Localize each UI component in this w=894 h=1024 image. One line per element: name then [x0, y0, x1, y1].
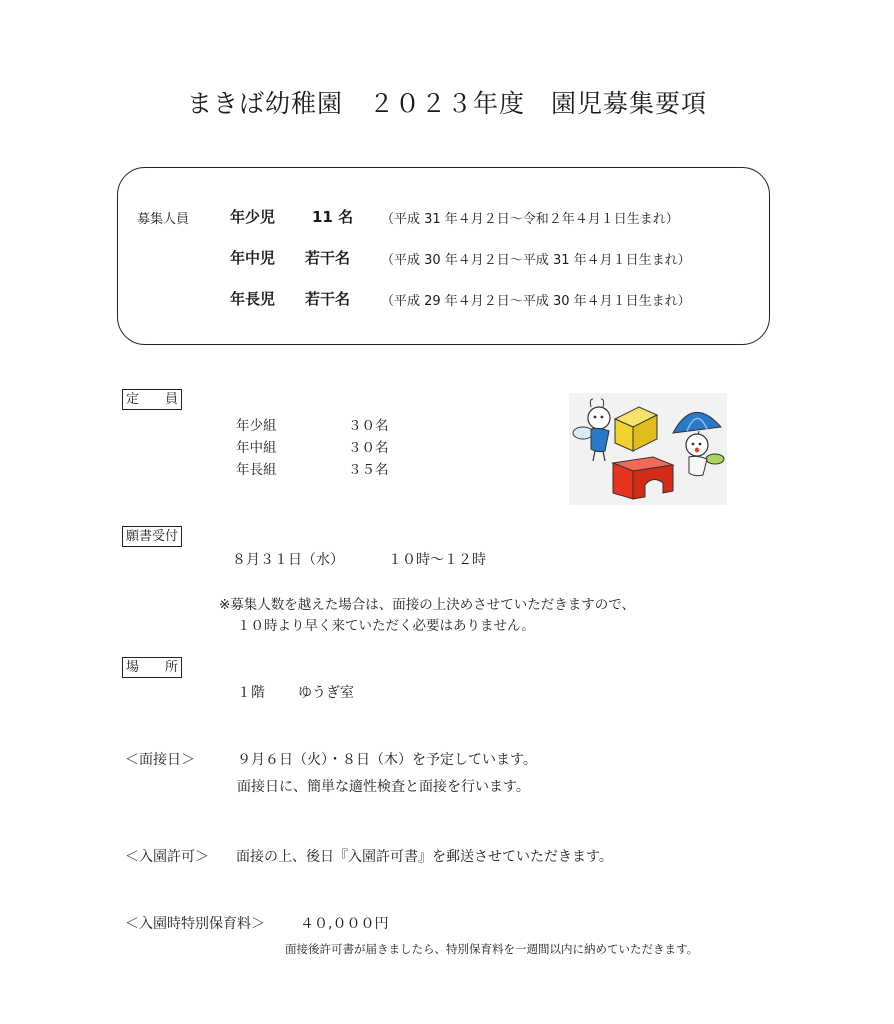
interview-label: ＜面接日＞	[125, 752, 195, 768]
application-date: ８月３１日（水）	[232, 552, 344, 568]
capacity-group: 年少組	[236, 418, 277, 434]
interview-dates: ９月６日（火）・８日（木）を予定しています。	[237, 752, 537, 768]
place-floor: １階	[237, 685, 265, 701]
capacity-count: ３０名	[348, 440, 389, 456]
recruitment-birth-range: （平成 31 年４月２日～令和２年４月１日生まれ）	[381, 212, 679, 227]
application-time: １０時～１２時	[388, 552, 486, 568]
application-note: ※募集人数を越えた場合は、面接の上決めさせていただきますので、	[219, 597, 636, 613]
application-label: 願書受付	[122, 526, 182, 547]
recruitment-grade: 年長児	[230, 290, 276, 308]
recruitment-grade: 年少児	[230, 208, 276, 226]
children-blocks-illustration	[569, 393, 727, 505]
capacity-label: 定 員	[122, 389, 182, 410]
recruitment-count: 11 名	[312, 208, 354, 226]
recruitment-count: 若干名	[305, 249, 351, 267]
place-label: 場 所	[122, 657, 182, 678]
capacity-group: 年中組	[236, 440, 277, 456]
recruitment-grade: 年中児	[230, 249, 276, 267]
fee-label: ＜入園時特別保育料＞	[125, 916, 265, 932]
place-room: ゆうぎ室	[298, 685, 354, 701]
recruitment-count: 若干名	[305, 290, 351, 308]
capacity-group: 年長組	[236, 462, 277, 478]
recruitment-birth-range: （平成 29 年４月２日～平成 30 年４月１日生まれ）	[381, 294, 691, 309]
admission-text: 面接の上、後日『入園許可書』を郵送させていただきます。	[236, 849, 613, 865]
application-note: １０時より早く来ていただく必要はありません。	[237, 618, 535, 634]
recruitment-birth-range: （平成 30 年４月２日～平成 31 年４月１日生まれ）	[381, 253, 691, 268]
page-title: まきば幼稚園 ２０２３年度 園児募集要項	[186, 89, 707, 118]
capacity-count: ３５名	[348, 462, 389, 478]
fee-amount: ４０,０００円	[300, 916, 389, 932]
fee-note: 面接後許可書が届きましたら、特別保育料を一週間以内に納めていただきます。	[285, 942, 699, 956]
recruitment-label: 募集人員	[137, 212, 190, 227]
admission-label: ＜入園許可＞	[125, 849, 209, 865]
capacity-count: ３０名	[348, 418, 389, 434]
interview-description: 面接日に、簡単な適性検査と面接を行います。	[237, 779, 530, 795]
